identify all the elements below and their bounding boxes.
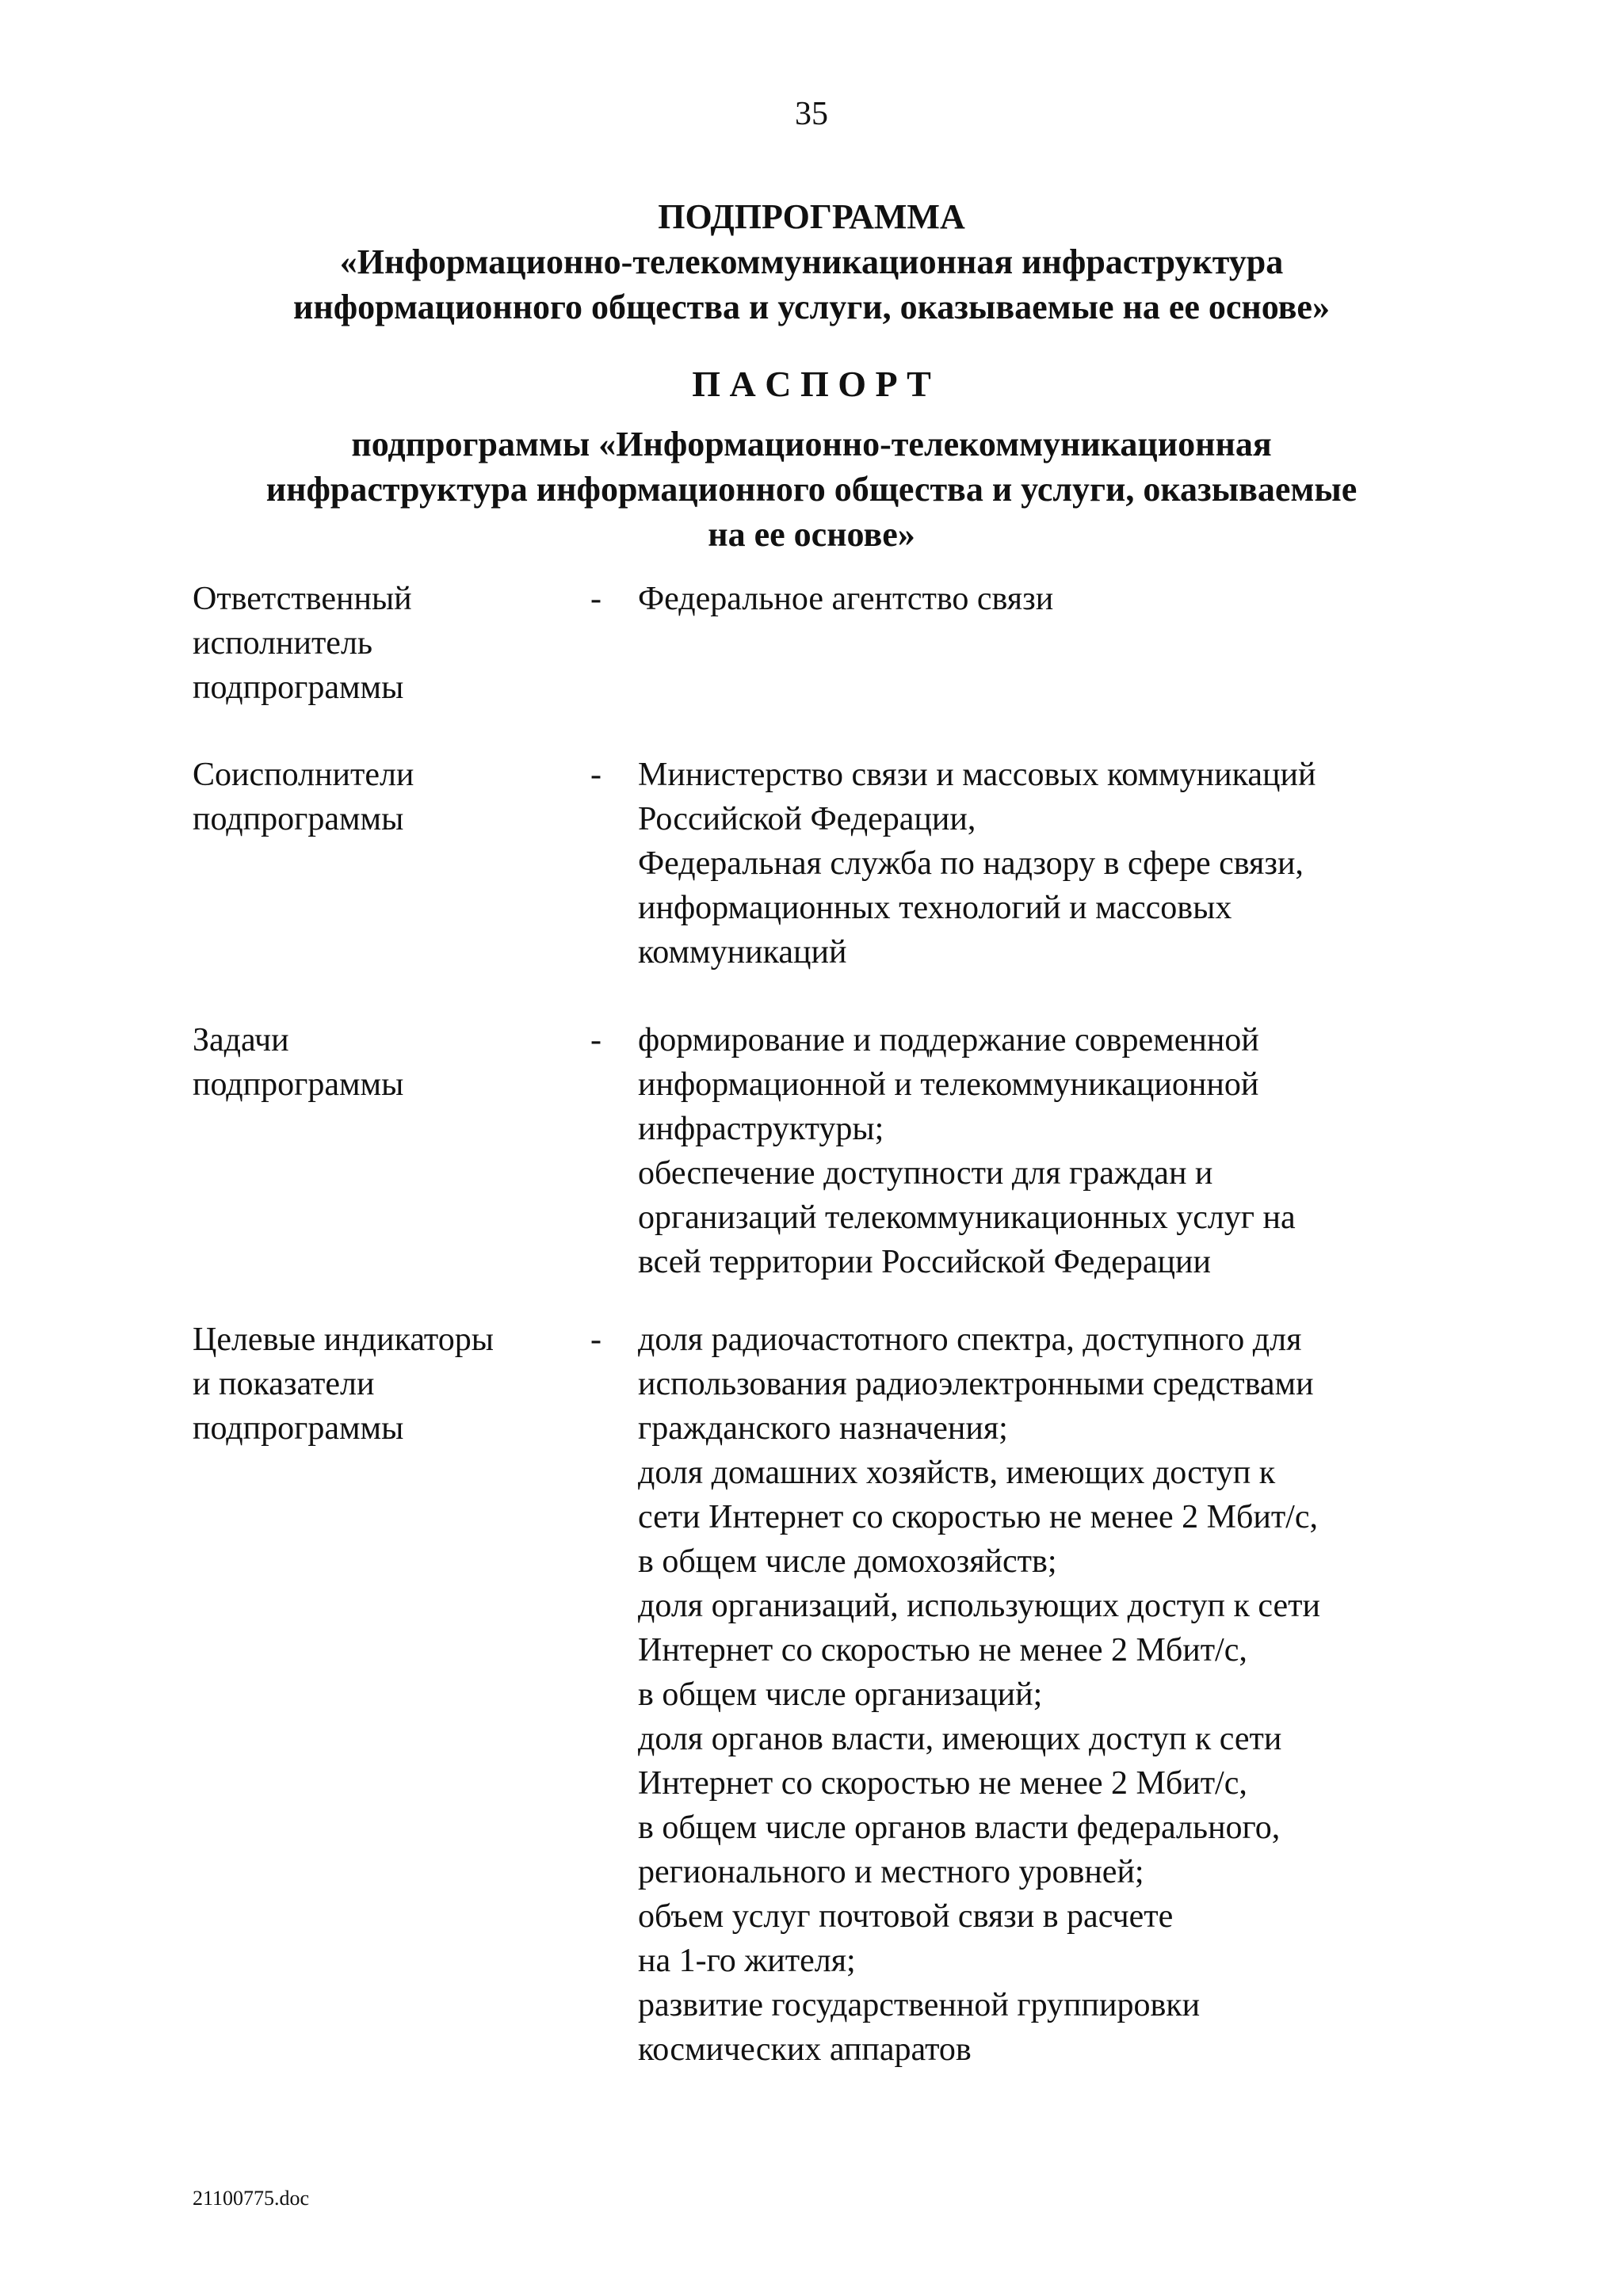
content-line: доля домашних хозяйств, имеющих доступ к (638, 1455, 1276, 1491)
content-line: в общем числе домохозяйств; (638, 1543, 1057, 1580)
content-line: в общем числе организаций; (638, 1676, 1043, 1713)
label-line: Ответственный (193, 581, 412, 617)
content-line: космических аппаратов (638, 2031, 972, 2068)
content-line: объем услуг почтовой связи в расчете (638, 1898, 1174, 1935)
content-line: информационных технологий и массовых (638, 890, 1232, 926)
page-number: 35 (795, 96, 828, 132)
content-line: Российской Федерации, (638, 801, 976, 837)
content-line: использования радиоэлектронными средствами (638, 1366, 1314, 1402)
content-line: коммуникаций (638, 934, 847, 971)
label-line: подпрограммы (193, 801, 404, 837)
content-line: Федеральное агентство связи (638, 581, 1054, 617)
content-line: гражданского назначения; (638, 1410, 1008, 1447)
section-content (638, 1318, 1462, 2072)
content-line: инфраструктуры; (638, 1111, 884, 1147)
passport-title-line: инфраструктура информационного общества и услуги, оказываемые (265, 470, 1358, 509)
passport-heading: П А С П О Р Т (692, 364, 931, 404)
section-content (638, 1018, 1462, 1284)
content-line: доля организаций, использующих доступ к сети (638, 1588, 1320, 1624)
section-label (193, 577, 565, 710)
section-dash: - (590, 1022, 601, 1058)
content-line: регионального и местного уровней; (638, 1854, 1144, 1890)
label-line: подпрограммы (193, 1066, 404, 1103)
content-line: информационной и телекоммуникационной (638, 1066, 1259, 1103)
section-dash: - (590, 757, 601, 793)
content-line: доля радиочастотного спектра, доступного для (638, 1322, 1302, 1358)
section-content (638, 577, 1462, 621)
content-line: обеспечение доступности для граждан и (638, 1155, 1213, 1192)
section-label (193, 1018, 565, 1107)
content-line: развитие государственной группировки (638, 1987, 1201, 2023)
content-line: организаций телекоммуникационных услуг на (638, 1199, 1296, 1236)
content-line: Федеральная служба по надзору в сфере связи, (638, 845, 1304, 882)
label-line: подпрограммы (193, 1410, 404, 1447)
subprogram-title-line: «Информационно-телекоммуникационная инфраструктура (339, 242, 1284, 281)
content-line: Интернет со скоростью не менее 2 Мбит/с, (638, 1632, 1247, 1669)
content-line: в общем числе органов власти федерального, (638, 1810, 1281, 1846)
content-line: доля органов власти, имеющих доступ к сети (638, 1721, 1282, 1757)
subprogram-title-line: ПОДПРОГРАММА (658, 197, 965, 236)
label-line: и показатели (193, 1366, 375, 1402)
footer-filename: 21100775.doc (193, 2187, 310, 2210)
passport-title (0, 421, 1623, 557)
section-label (193, 753, 565, 841)
content-line: на 1-го жителя; (638, 1943, 856, 1979)
passport-title-line: на ее основе» (708, 515, 915, 554)
content-line: сети Интернет со скоростью не менее 2 Мбит/с, (638, 1499, 1318, 1535)
subprogram-title-line: информационного общества и услуги, оказываемые на ее основе» (293, 288, 1330, 326)
passport-title-line: подпрограммы «Информационно-телекоммуникационная (351, 425, 1272, 463)
content-line: Министерство связи и массовых коммуникаций (638, 757, 1316, 793)
subprogram-title (0, 194, 1623, 330)
label-line: Соисполнители (193, 757, 414, 793)
label-line: подпрограммы (193, 669, 404, 706)
label-line: исполнитель (193, 625, 373, 662)
label-line: Задачи (193, 1022, 289, 1058)
label-line: Целевые индикаторы (193, 1322, 494, 1358)
content-line: формирование и поддержание современной (638, 1022, 1259, 1058)
section-dash: - (590, 581, 601, 617)
section-content (638, 753, 1462, 974)
section-label (193, 1318, 565, 1451)
section-dash: - (590, 1322, 601, 1358)
content-line: всей территории Российской Федерации (638, 1244, 1211, 1280)
content-line: Интернет со скоростью не менее 2 Мбит/с, (638, 1765, 1247, 1802)
